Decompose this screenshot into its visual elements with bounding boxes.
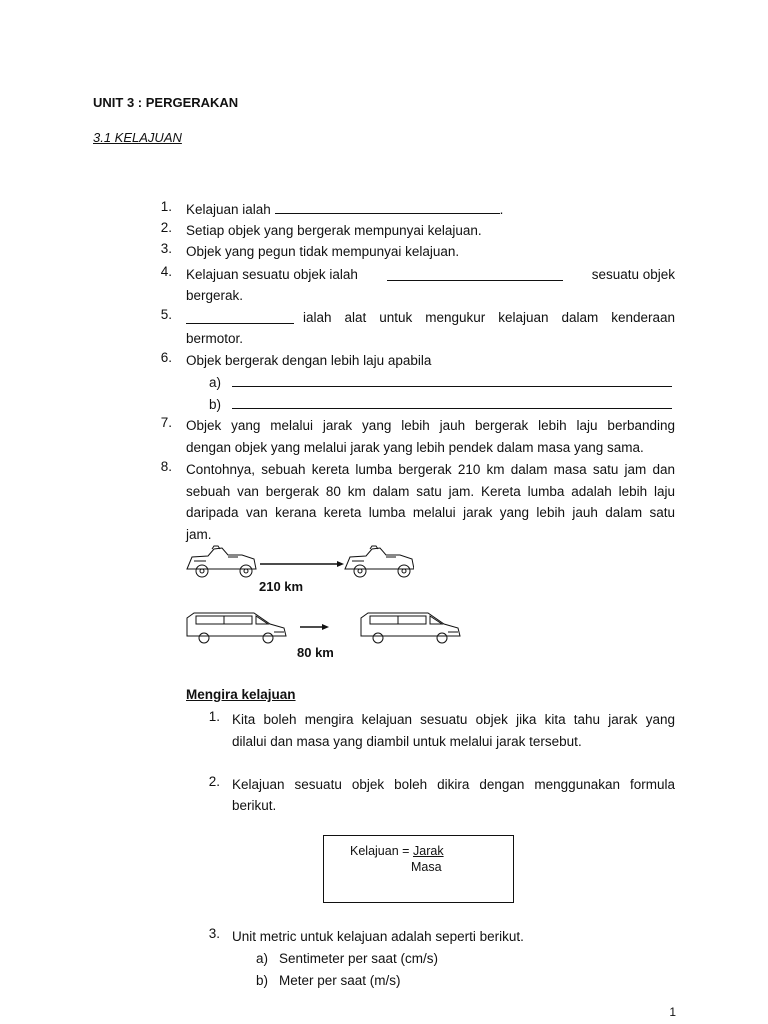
mengira-3-number: 3. (208, 926, 220, 941)
item-6-sub-a-label: a) (209, 375, 222, 390)
mengira-2-line1: Kelajuan sesuatu objek boleh dikira dengan menggunakan formula (232, 777, 675, 792)
item-1-tail: . (499, 202, 504, 217)
item-7-line2: dengan objek yang melalui jarak yang lebih pendek dalam masa yang sama. (186, 440, 644, 455)
race-car-illustration (184, 543, 414, 579)
item-3-text: Objek yang pegun tidak mempunyai kelajuan. (186, 244, 460, 259)
mengira-heading: Mengira kelajuan (186, 687, 296, 702)
race-car-end-icon (345, 546, 414, 577)
section-title: 3.1 KELAJUAN (93, 130, 182, 145)
mengira-1-number: 1. (208, 709, 220, 724)
item-5-text: ialah alat untuk mengukur kelajuan dalam kenderaan (303, 310, 675, 325)
mengira-3-b-text: Meter per saat (m/s) (279, 973, 401, 988)
van-illustration (184, 610, 469, 646)
formula-denominator: Masa (411, 860, 442, 874)
item-6-text: Objek bergerak dengan lebih laju apabila (186, 353, 432, 368)
race-car-arrow-head (337, 561, 344, 567)
item-8-line1: Contohnya, sebuah kereta lumba bergerak 210 km dalam masa satu jam dan (186, 462, 675, 477)
mengira-3-text: Unit metric untuk kelajuan adalah seperti berikut. (232, 929, 524, 944)
van-distance-label: 80 km (297, 645, 334, 660)
item-8-line4: jam. (186, 527, 212, 542)
item-2-number: 2. (160, 220, 172, 235)
van-arrow-head (322, 624, 329, 630)
item-6-sub-a-blank (232, 386, 672, 387)
item-4-blank (387, 268, 563, 281)
mengira-2-line2: berikut. (232, 798, 277, 813)
unit-title: UNIT 3 : PERGERAKAN (93, 95, 239, 110)
item-6-sub-b-label: b) (209, 397, 222, 412)
item-5-line2: bermotor. (186, 331, 244, 346)
item-3-number: 3. (160, 241, 172, 256)
mengira-1-line1: Kita boleh mengira kelajuan sesuatu objek jika kita tahu jarak yang (232, 712, 675, 727)
van-start-icon (187, 613, 286, 643)
item-5-line1 (186, 307, 675, 329)
item-4-line2: bergerak. (186, 288, 244, 303)
item-4-number: 4. (160, 264, 172, 279)
item-5-blank (186, 311, 294, 324)
item-4-text-b: sesuatu objek (591, 267, 675, 282)
race-car-distance-label: 210 km (259, 579, 304, 594)
item-4-text-a: Kelajuan sesuatu objek ialah (186, 267, 358, 282)
item-8-line2: sebuah van bergerak 80 km dalam satu jam. Kereta lumba adalah lebih laju (186, 484, 675, 499)
item-7-number: 7. (160, 415, 172, 430)
van-end-icon (361, 613, 460, 643)
item-6-sub-b-blank (232, 408, 672, 409)
mengira-2-number: 2. (208, 774, 220, 789)
item-7-line1: Objek yang melalui jarak yang lebih jauh bergerak lebih laju berbanding (186, 418, 675, 433)
race-car-start-icon (187, 546, 256, 577)
item-8-number: 8. (160, 459, 172, 474)
formula-numerator: Jarak (413, 844, 444, 858)
item-1 (186, 199, 503, 221)
item-1-number: 1. (160, 199, 172, 214)
mengira-3-b-label: b) (256, 973, 269, 988)
item-4-line1 (186, 264, 675, 286)
formula-box (323, 835, 514, 903)
mengira-3-a-label: a) (256, 951, 269, 966)
item-5-number: 5. (160, 307, 172, 322)
item-1-blank (275, 201, 500, 214)
item-2-text: Setiap objek yang bergerak mempunyai kelajuan. (186, 223, 482, 238)
item-8-line3: daripada van kerana kereta lumba melalui jarak yang lebih jauh dalam satu (186, 505, 675, 520)
mengira-1-line2: dilalui dan masa yang diambil untuk melalui jarak tersebut. (232, 734, 582, 749)
item-6-number: 6. (160, 350, 172, 365)
page-number: 1 (669, 1005, 676, 1019)
item-1-text: Kelajuan ialah (186, 202, 271, 217)
formula-lhs: Kelajuan = (350, 844, 410, 858)
mengira-3-a-text: Sentimeter per saat (cm/s) (279, 951, 439, 966)
